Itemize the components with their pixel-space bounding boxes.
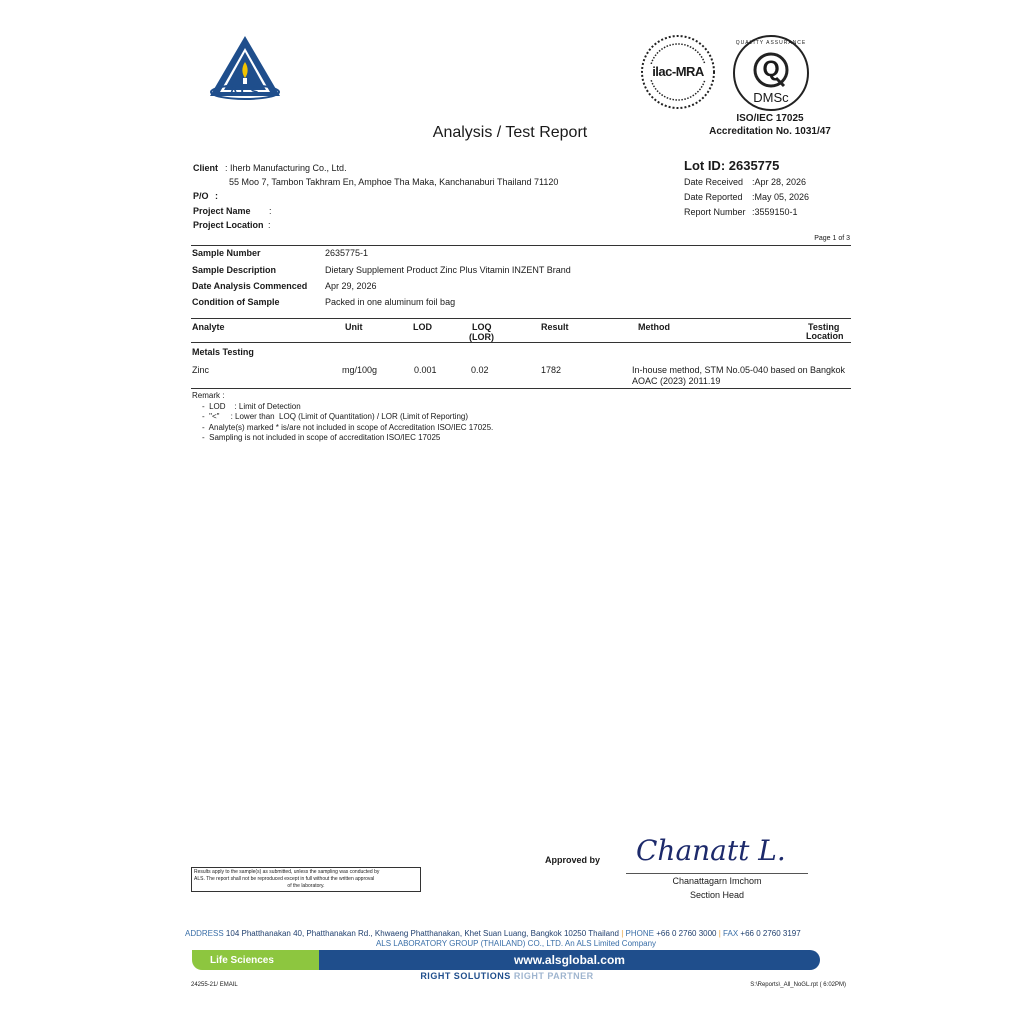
date-commenced-label: Date Analysis Commenced [192,281,308,291]
remark-line-sampling: - Sampling is not included in scope of accreditation ISO/IEC 17025 [202,433,441,442]
header-location: Location [806,331,844,341]
approver-name: Chanattagarn Imchom [672,876,762,886]
accreditation-number: Accreditation No. 1031/47 [709,126,831,137]
footer-phone-label: PHONE [625,929,654,938]
project-name-value: : [269,206,272,216]
dmsc-ring-text: QUALITY ASSURANCE [735,40,807,46]
project-location-value: : [268,220,271,230]
cell-analyte: Zinc [192,365,210,375]
dmsc-q-letter: Q [762,56,780,81]
footer-address: 104 Phatthanakan 40, Phatthanakan Rd., Khwaeng Phatthanakan, Khet Suan Luang, Bangkok 10250 Thailand [225,929,619,938]
sample-description-label: Sample Description [192,265,277,275]
po-value: : [215,191,218,201]
remark-title: Remark : [192,391,225,400]
header-method: Method [638,322,670,332]
ilac-mra-text: ilac-MRA [652,64,704,79]
date-received-value: :Apr 28, 2026 [752,177,807,187]
als-logo [208,34,282,106]
header-analyte: Analyte [192,322,225,332]
signature: Chanatt L. [636,834,786,867]
header-lor: (LOR) [469,332,494,342]
table-top-rule [191,318,851,319]
footer-address-line: ADDRESS 104 Phatthanakan 40, Phatthanakan Rd., Khwaeng Phatthanakan, Khet Suan Luang, Bangkok 10250 Thailand | PHONE +66 0 2760 3000 | FAX +66 0 2760 3197 [185,929,801,938]
footer-phone: +66 0 2760 3000 [656,929,717,938]
life-sciences-tab [192,950,319,970]
sample-number-label: Sample Number [192,248,261,258]
header-testing: Testing [808,322,840,332]
website-link[interactable]: www.alsglobal.com [514,953,625,967]
sample-top-rule [191,245,851,246]
life-sciences-label: Life Sciences [210,954,274,966]
condition-value: Packed in one aluminum foil bag [325,297,456,307]
disclaimer-box [191,867,421,892]
cell-method-line2: AOAC (2023) 2011.19 [632,376,721,386]
page-title: Analysis / Test Report [432,124,588,141]
disclaimer-line3: of the laboratory. [287,883,325,889]
als-logo-text: ALS [229,84,261,99]
client-label: Client [193,163,219,173]
disclaimer-line2: ALS. The report shall not be reproduced except in full without the written approval [194,876,375,882]
cell-location: Bangkok [810,365,846,375]
sample-number-value: 2635775-1 [325,248,369,258]
approver-role: Section Head [689,890,745,900]
report-number-value: :3559150-1 [752,207,798,217]
page-indicator: Page 1 of 3 [814,235,850,242]
accreditation-standard: ISO/IEC 17025 [736,113,804,124]
slogan-right-solutions: RIGHT SOLUTIONS [420,971,511,981]
date-received-label: Date Received [684,177,744,187]
footer-code-left: 24255-21/ EMAIL [191,982,238,988]
footer-banner [192,950,820,970]
footer-fax: +66 0 2760 3197 [740,929,801,938]
approved-by-label: Approved by [545,855,601,865]
dmsc-logo [732,34,810,112]
footer-code-right: S:\Reports\_All_NoGL.rpt ( 6:02PM) [750,982,846,988]
header-result: Result [541,322,569,332]
website-band [319,950,820,970]
footer-group: ALS LABORATORY GROUP (THAILAND) CO., LTD. An ALS Limited Company [375,939,657,948]
project-location-label: Project Location [193,220,264,230]
project-name-label: Project Name [193,206,251,216]
remark-line-lod: - LOD : Limit of Detection [202,402,301,411]
footer-address-label: ADDRESS [185,929,224,938]
cell-unit: mg/100g [342,365,378,375]
po-label: P/O [193,191,209,201]
table-bottom-rule [191,388,851,389]
header-bottom-rule [191,342,851,343]
ilac-mra-logo [640,34,716,110]
footer-fax-label: FAX [723,929,739,938]
remark-line-lower-than: - "<" : Lower than LOQ (Limit of Quantitation) / LOR (Limit of Reporting) [202,412,469,421]
footer-slogan [399,971,615,981]
header-loq: LOQ [472,322,492,332]
date-commenced-value: Apr 29, 2026 [325,281,377,291]
condition-label: Condition of Sample [192,297,280,307]
disclaimer-line1: Results apply to the sample(s) as submitted, unless the sampling was conducted by [194,869,380,875]
date-reported-value: :May 05, 2026 [752,192,810,202]
sample-description-value: Dietary Supplement Product Zinc Plus Vitamin INZENT Brand [325,265,571,275]
dmsc-text: DMSc [753,90,789,105]
slogan-right-partner: RIGHT PARTNER [513,971,594,981]
signature-line [626,873,808,874]
cell-loq: 0.02 [471,365,489,375]
header-unit: Unit [345,322,363,332]
header-lod: LOD [413,322,432,332]
cell-lod: 0.001 [414,365,437,375]
group-metals-testing: Metals Testing [192,347,254,357]
cell-result: 1782 [541,365,562,375]
client-name: : Iherb Manufacturing Co., Ltd. [225,163,347,173]
report-number-label: Report Number [684,207,746,217]
remark-line-analyte: - Analyte(s) marked * is/are not included in scope of Accreditation ISO/IEC 17025. [202,423,494,432]
date-reported-label: Date Reported [684,192,743,202]
lot-id: Lot ID: 2635775 [684,158,780,173]
client-address: 55 Moo 7, Tambon Takhram En, Amphoe Tha Maka, Kanchanaburi Thailand 71120 [229,177,559,187]
cell-method-line1: In-house method, STM No.05-040 based on [632,365,808,375]
